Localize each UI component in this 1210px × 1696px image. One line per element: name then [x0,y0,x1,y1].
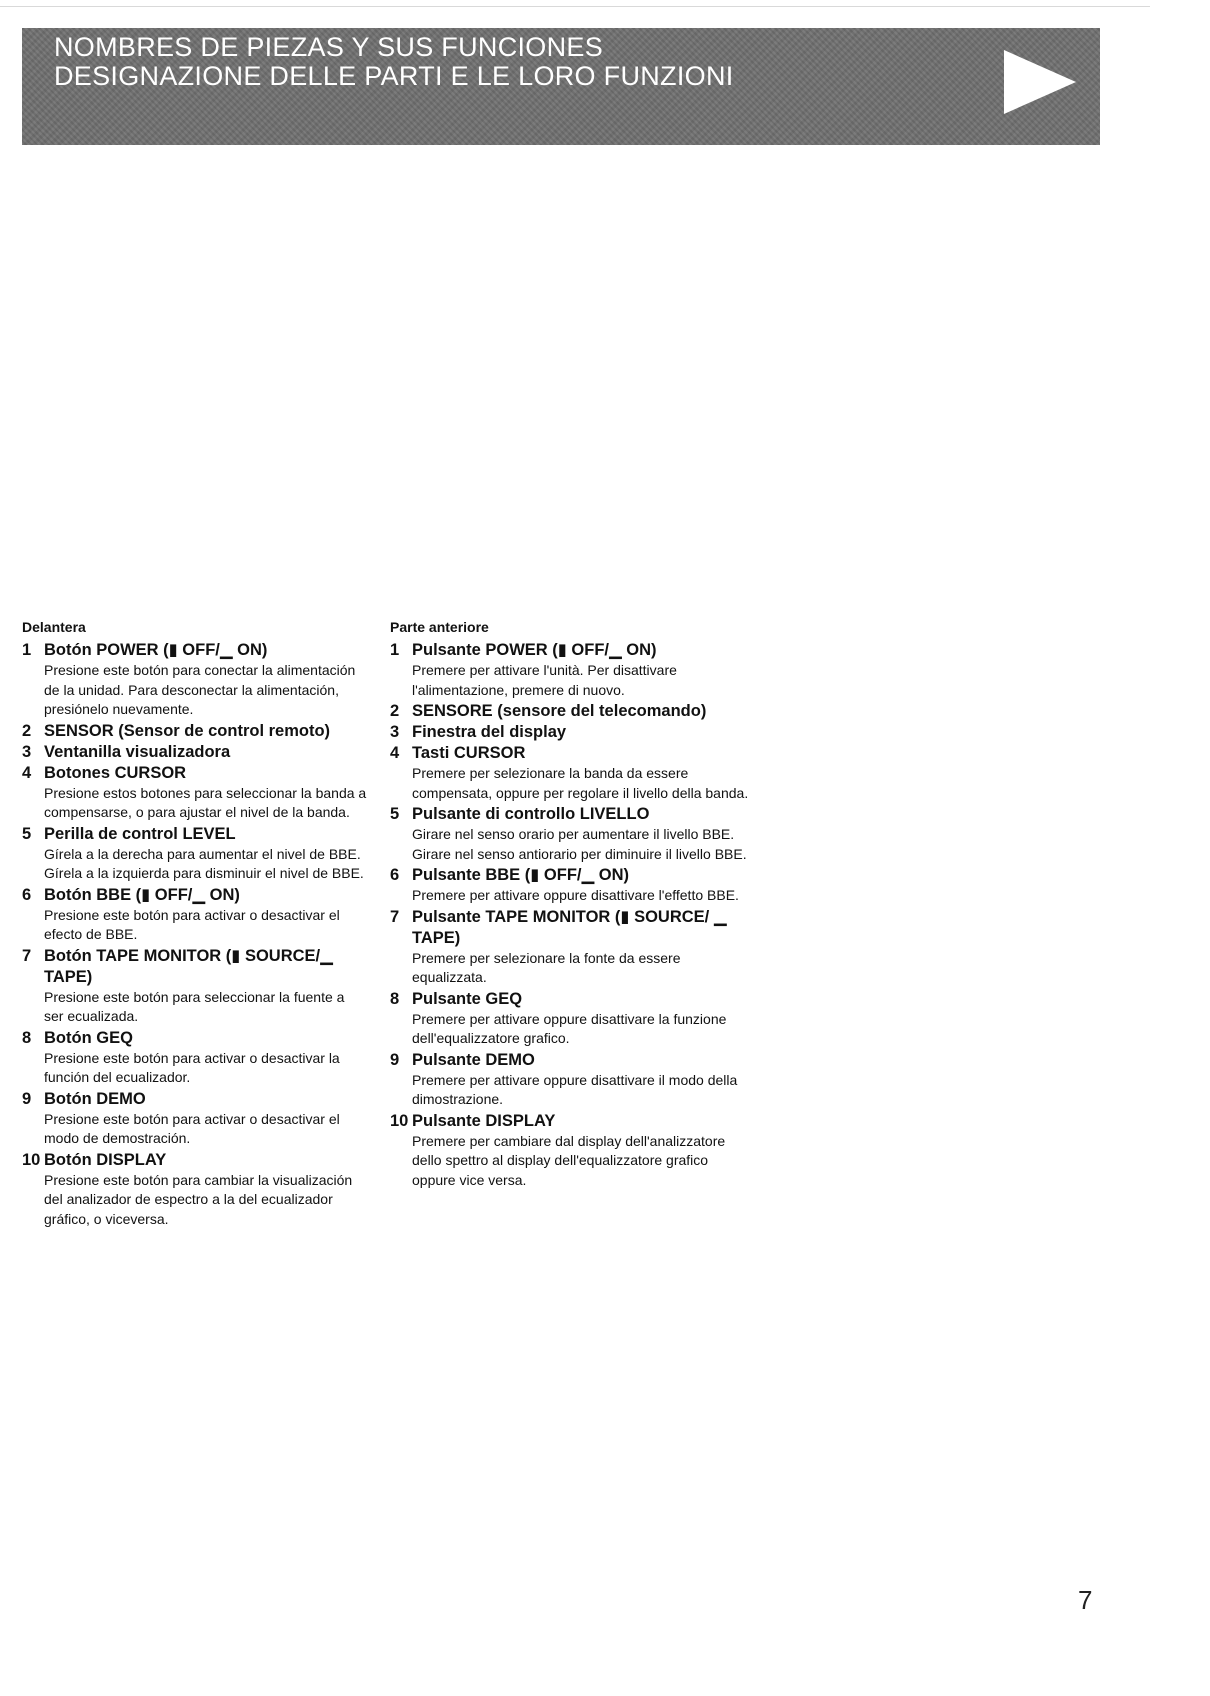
item-description: Presione este botón para activar o desactivar la función del ecualizador. [44,1049,340,1085]
banner-title-spanish: NOMBRES DE PIEZAS Y SUS FUNCIONES [54,32,604,62]
item-title [22,1028,367,1049]
item-title [22,721,367,742]
item-description: Gírela a la derecha para aumentar el nivel de BBE. Gírela a la izquierda para disminuir el nivel de BBE. [44,845,364,881]
list-item [390,701,750,722]
list-item [22,946,367,1027]
item-title [390,989,750,1010]
item-number: 1 [390,641,400,659]
item-title-text: Botón GEQ [44,1028,133,1047]
spanish-column [22,618,367,1230]
item-number: 6 [390,866,400,884]
item-title [390,640,750,661]
item-number: 9 [22,1089,32,1108]
item-title-text: Pulsante DEMO [412,1050,535,1069]
column-heading: Parte anteriore [390,619,489,635]
item-title-text: Ventanilla visualizadora [44,742,231,761]
banner-title-italian: DESIGNAZIONE DELLE PARTI E LE LORO FUNZIONI [54,61,734,91]
item-number: 3 [22,742,32,761]
item-title [390,743,750,764]
item-title-text: Botón BBE (▮ OFF/▁ ON) [44,885,240,904]
item-title [390,865,750,886]
item-title-text: SENSOR (Sensor de control remoto) [44,721,331,740]
item-title [390,1111,750,1132]
list-item [390,989,750,1049]
item-title [390,722,750,743]
item-title-text: Botón DEMO [44,1089,146,1108]
item-title-text: Pulsante POWER (▮ OFF/▁ ON) [412,641,657,659]
item-title [390,804,750,825]
list-item [390,640,750,700]
item-number: 2 [22,721,32,740]
item-number: 3 [390,723,400,741]
item-description: Presione este botón para seleccionar la fuente a ser ecualizada. [44,988,345,1024]
item-number: 10 [22,1150,41,1169]
item-description: Girare nel senso orario per aumentare il livello BBE. Girare nel senso antiorario per diminuire il livello BBE. [412,826,747,862]
item-title-text: Botón POWER (▮ OFF/▁ ON) [44,641,268,659]
item-description: Premere per selezionare la banda da essere compensata, oppure per regolare il livello della banda. [412,765,749,801]
item-number: 7 [390,907,400,926]
item-title-text: Perilla de control LEVEL [44,824,236,843]
item-description: Presione este botón para activar o desactivar el efecto de BBE. [44,906,340,942]
item-title-text: Pulsante TAPE MONITOR (▮ SOURCE/ ▁ TAPE) [412,907,727,947]
item-title-text: Pulsante BBE (▮ OFF/▁ ON) [412,866,630,884]
list-item [390,1050,750,1110]
item-title [22,824,367,845]
item-title-text: Pulsante GEQ [412,989,523,1008]
list-item [22,1028,367,1088]
item-title-text: Tasti CURSOR [412,744,526,762]
item-title-text: Botones CURSOR [44,763,187,782]
item-number: 10 [390,1111,409,1130]
list-item [390,722,750,743]
item-number: 2 [390,702,400,720]
parts-list [390,640,750,1190]
item-title [390,701,750,722]
column-heading: Delantera [22,619,86,635]
item-description: Premere per attivare oppure disattivare la funzione dell'equalizzatore grafico. [412,1010,727,1046]
item-title [22,1150,367,1171]
item-description: Premere per cambiare dal display dell'analizzatore dello spettro al display dell'equalizzatore grafico oppure vice versa. [412,1132,726,1188]
list-item [390,865,750,906]
item-title-text: Pulsante DISPLAY [412,1111,556,1130]
list-item [22,1089,367,1149]
item-title [22,742,367,763]
item-title [390,1050,750,1071]
item-title [22,640,367,661]
item-number: 8 [390,989,400,1008]
list-item [22,763,367,823]
list-item [22,824,367,884]
item-number: 1 [22,641,32,659]
list-item [22,1150,367,1230]
item-description: Premere per attivare oppure disattivare il modo della dimostrazione. [412,1071,738,1107]
item-title-text: Botón TAPE MONITOR (▮ SOURCE/▁ TAPE) [44,946,333,986]
list-item [22,640,367,720]
item-title [390,907,750,949]
page-number: 7 [1078,1585,1093,1615]
item-title [22,946,367,988]
item-description: Presione este botón para conectar la alimentación de la unidad. Para desconectar la alimentación, presiónelo nuevamente. [44,662,356,717]
list-item [22,885,367,945]
item-description: Presione estos botones para seleccionar la banda a compensarse, o para ajustar el nivel de la banda. [44,784,367,820]
item-description: Premere per attivare oppure disattivare l'effetto BBE. [412,887,739,903]
item-number: 4 [22,763,32,782]
list-item [390,804,750,864]
section-banner [22,28,1100,145]
top-scan-line [0,6,1150,7]
parts-list [22,640,367,1229]
item-title [22,885,367,906]
list-item [390,907,750,988]
item-description: Presione este botón para activar o desactivar el modo de demostración. [44,1110,340,1146]
item-number: 5 [22,824,32,843]
item-title-text: Pulsante di controllo LIVELLO [412,805,650,823]
item-number: 7 [22,946,32,965]
list-item [390,1111,750,1191]
item-number: 6 [22,885,32,904]
item-number: 9 [390,1050,400,1069]
item-title-text: Finestra del display [412,723,567,741]
play-arrow-icon [1004,50,1076,114]
item-title [22,1089,367,1110]
item-number: 4 [390,744,400,762]
list-item [22,721,367,742]
list-item [390,743,750,803]
item-title-text: SENSORE (sensore del telecomando) [412,702,707,720]
item-description: Presione este botón para cambiar la visualización del analizador de espectro a la del ecualizador gráfico, o viceversa. [44,1171,353,1227]
item-number: 5 [390,805,400,823]
item-number: 8 [22,1028,32,1047]
item-description: Premere per attivare l'unità. Per disattivare l'alimentazione, premere di nuovo. [412,662,677,698]
item-title [22,763,367,784]
list-item [22,742,367,763]
item-description: Premere per selezionare la fonte da essere equalizzata. [412,949,681,985]
italian-column [390,618,750,1191]
item-title-text: Botón DISPLAY [44,1150,167,1169]
